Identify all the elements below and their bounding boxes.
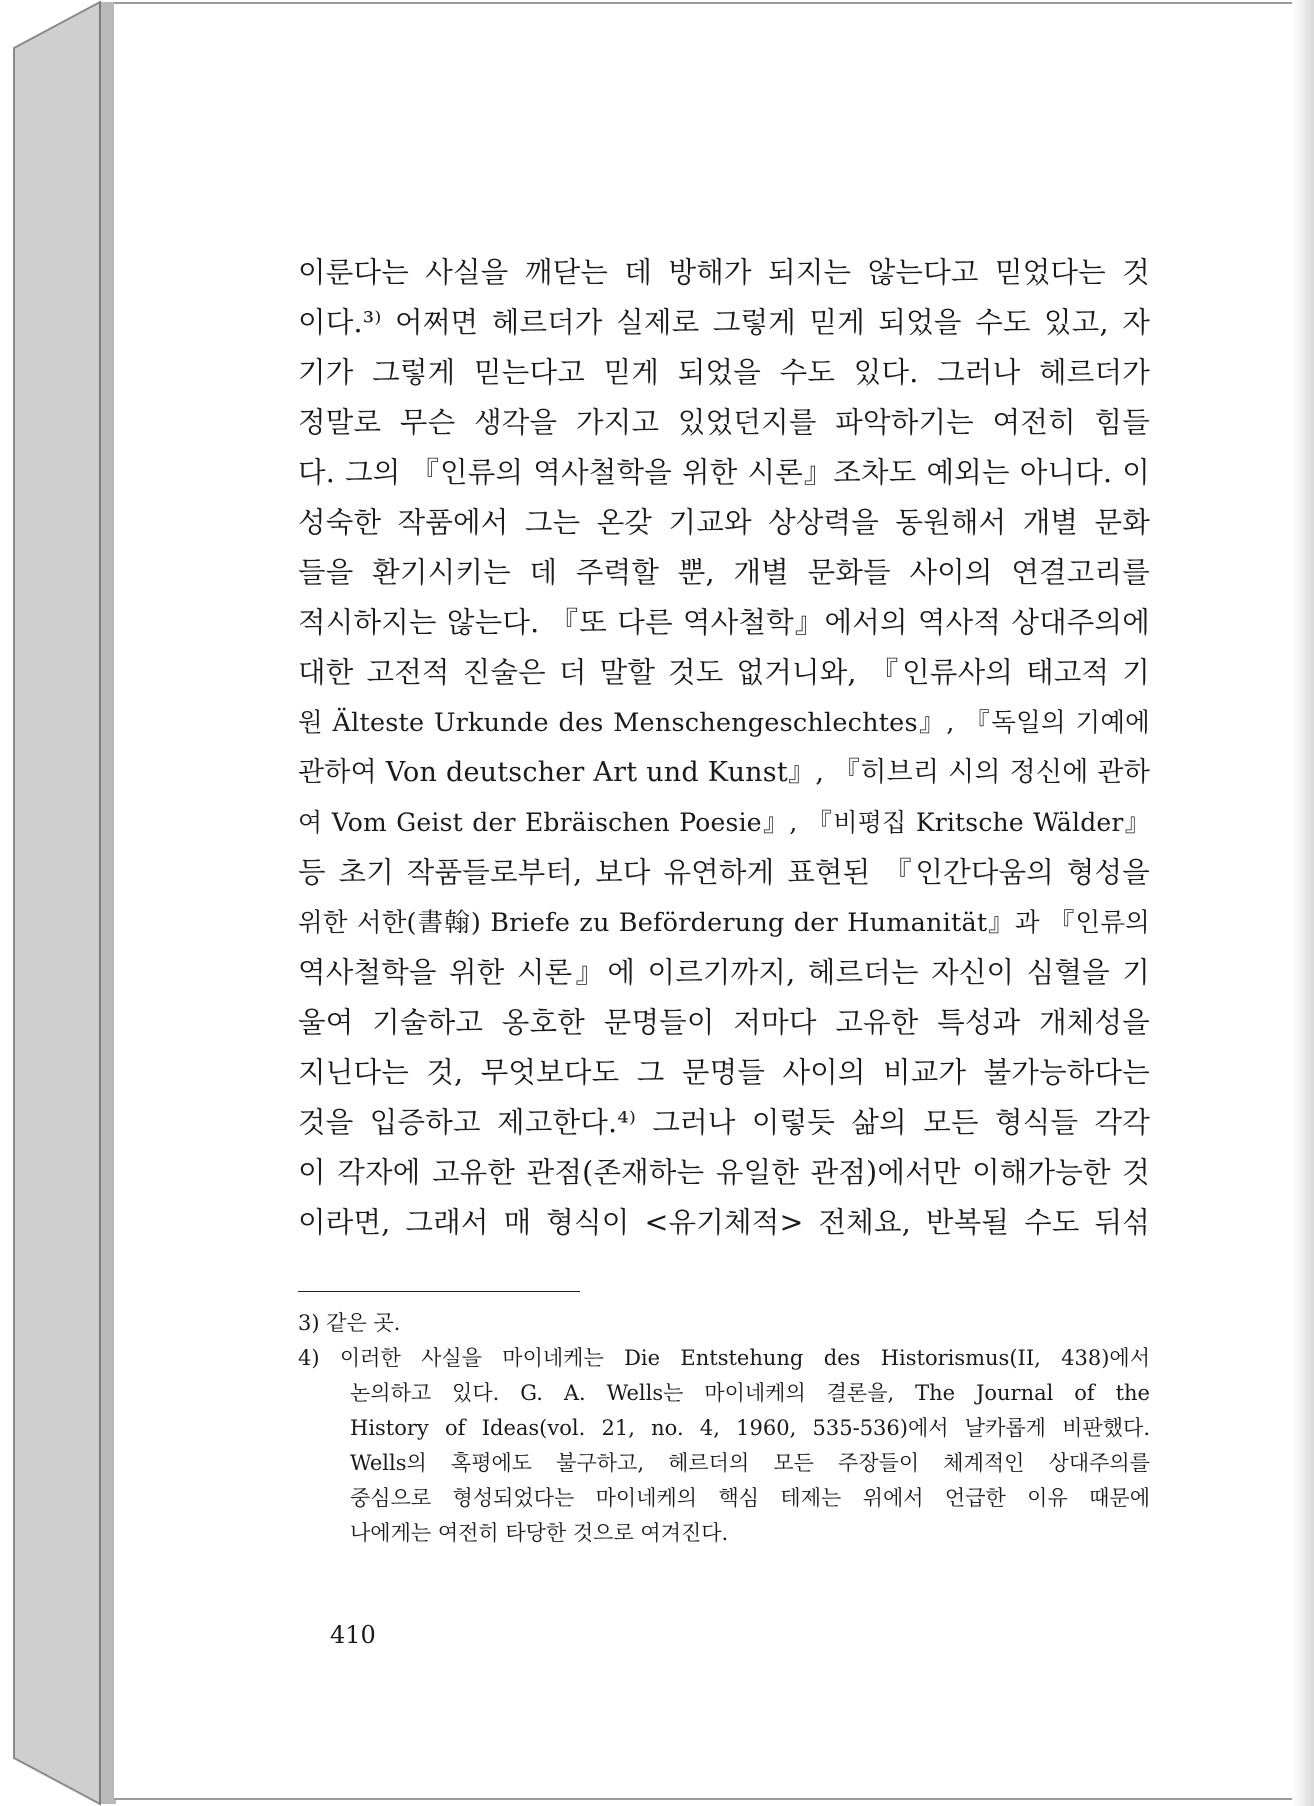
footnotes bbox=[298, 1306, 1150, 1551]
footnote-line: 4) 이러한 사실을 마이네케는 Die Entstehung des Historismus(II, 438)에서 bbox=[298, 1346, 1150, 1370]
text-line: 울여 기술하고 옹호한 문명들이 저마다 고유한 특성과 개체성을 bbox=[298, 1006, 1150, 1039]
text-line: 지닌다는 것, 무엇보다도 그 문명들 사이의 비교가 불가능하다는 bbox=[298, 1056, 1150, 1089]
text-line: 여 Vom Geist der Ebräischen Poesie』, 『비평집 Kritsche Wälder』 bbox=[298, 808, 1150, 837]
footnote-line: Wells의 혹평에도 불구하고, 헤르더의 모든 주장들이 체계적인 상대주의를 bbox=[350, 1451, 1150, 1475]
text-line: 것을 입증하고 제고한다.⁴⁾ 그러나 이렇듯 삶의 모든 형식들 각각 bbox=[298, 1106, 1150, 1139]
text-line: 이룬다는 사실을 깨닫는 데 방해가 되지는 않는다고 믿었다는 것 bbox=[298, 256, 1150, 289]
footnote-line: 나에게는 여전히 타당한 것으로 여겨진다. bbox=[350, 1521, 729, 1545]
text-line: 이다.³⁾ 어쩌면 헤르더가 실제로 그렇게 믿게 되었을 수도 있고, 자 bbox=[298, 306, 1150, 339]
text-line: 이 각자에 고유한 관점(존재하는 유일한 관점)에서만 이해가능한 것 bbox=[298, 1156, 1150, 1189]
text-line: 다. 그의 『인류의 역사철학을 위한 시론』조차도 예외는 아니다. 이 bbox=[298, 456, 1150, 489]
footnote-line: 중심으로 형성되었다는 마이네케의 핵심 테제는 위에서 언급한 이유 때문에 bbox=[350, 1486, 1150, 1510]
footnote-line: 3) 같은 곳. bbox=[298, 1311, 401, 1335]
text-line: 관하여 Von deutscher Art und Kunst』, 『히브리 시의 정신에 관하 bbox=[298, 757, 1150, 788]
text-line: 역사철학을 위한 시론』에 이르기까지, 헤르더는 자신이 심혈을 기 bbox=[298, 956, 1150, 989]
text-line: 들을 환기시키는 데 주력할 뿐, 개별 문화들 사이의 연결고리를 bbox=[298, 556, 1150, 589]
footnote-line: 논의하고 있다. G. A. Wells는 마이네케의 결론을, The Journal of the bbox=[350, 1381, 1150, 1405]
text-line: 위한 서한(書翰) Briefe zu Beförderung der Humanität』과 『인류의 bbox=[298, 908, 1150, 938]
text-line: 적시하지는 않는다. 『또 다른 역사철학』에서의 역사적 상대주의에 bbox=[298, 606, 1150, 639]
text-line: 원 Älteste Urkunde des Menschengeschlechtes』, 『독일의 기예에 bbox=[298, 708, 1150, 738]
text-line: 기가 그렇게 믿는다고 믿게 되었을 수도 있다. 그러나 헤르더가 bbox=[298, 356, 1150, 389]
text-line: 대한 고전적 진술은 더 말할 것도 없거니와, 『인류사의 태고적 기 bbox=[298, 656, 1150, 689]
text-line: 등 초기 작품들로부터, 보다 유연하게 표현된 『인간다움의 형성을 bbox=[298, 856, 1150, 889]
text-line: 성숙한 작품에서 그는 온갖 기교와 상상력을 동원해서 개별 문화 bbox=[298, 506, 1150, 539]
footnote-divider bbox=[298, 1291, 580, 1292]
footnote-line: History of Ideas(vol. 21, no. 4, 1960, 535-536)에서 날카롭게 비판했다. bbox=[350, 1416, 1150, 1440]
text-line: 이라면, 그래서 매 형식이 <유기체적> 전체요, 반복될 수도 뒤섞 bbox=[298, 1206, 1150, 1239]
book-spine bbox=[0, 0, 116, 1806]
text-line: 정말로 무슨 생각을 가지고 있었던지를 파악하기는 여전히 힘들 bbox=[298, 406, 1150, 439]
page-edge-shadow bbox=[1292, 0, 1314, 1806]
page-number: 410 bbox=[330, 1621, 376, 1649]
main-text bbox=[298, 248, 1150, 1248]
